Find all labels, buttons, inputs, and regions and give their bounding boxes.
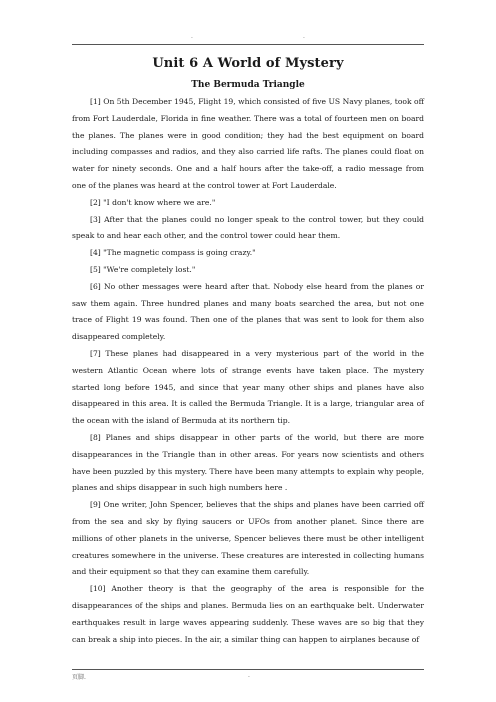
paragraph-1: [1] On 5th December 1945, Flight 19, which consisted of five US Navy planes, took off from Fort Lauderdale, Florida in fine weather. There was a total of fourteen men on board the planes. The planes were in good condition; they had the best equipment on board including compasses and radios, and they also carried life rafts. The planes could float on water for ninety seconds. One and a half hours after the take-off, a radio message from one of the planes was heard at the control tower at Fort Lauderdale. xyxy=(72,97,424,190)
paragraph-6: [6] No other messages were heard after that. Nobody else heard from the planes or saw them again. Three hundred planes and many boats searched the area, but not one trace of Flight 19 was found. Then one of the planes that was sent to look for them also disappeared completely. xyxy=(72,281,424,342)
header-rule xyxy=(72,44,424,45)
paragraph-4: [4] "The magnetic compass is going crazy." xyxy=(90,248,256,258)
paragraph-2: [2] "I don't know where we are." xyxy=(90,197,216,207)
paragraph-5: [5] "We're completely lost." xyxy=(90,264,196,274)
paragraph-3: [3] After that the planes could no longer speak to the control tower, but they could speak to and hear each other, and the control tower could hear them. xyxy=(72,214,424,241)
footer-dot: . xyxy=(248,672,250,679)
article-subtitle: The Bermuda Triangle xyxy=(191,80,305,90)
paragraph-7: [7] These planes had disappeared in a very mysterious part of the world in the western Atlantic Ocean where lots of strange events have taken place. The mystery started long before 1945, and since that year many other ships and planes have also disappeared in this area. It is called the Bermuda Triangle. It is a large, triangular area of the ocean with the island of Bermuda at its northern tip. xyxy=(72,348,424,426)
footer-label: 页脚. xyxy=(72,674,86,681)
paragraph-9: [9] One writer, John Spencer, believes that the ships and planes have been carried off from the sea and sky by flying saucers or UFOs from another planet. Since there are millions of other planets in the universe, Spencer believes there must be other intelligent creatures somewhere in the universe. These creatures are interested in collecting humans and their equipment so that they can examine them carefully. xyxy=(72,500,424,577)
page-title: Unit 6 A World of Mystery xyxy=(152,56,344,71)
paragraph-10: [10] Another theory is that the geography of the area is responsible for the disappearances of the ships and planes. Bermuda lies on an earthquake belt. Underwater earthquakes result in large waves appearing suddenly. These waves are so big that they can break a ship into pieces. In the air, a similar thing can happen to airplanes because of xyxy=(72,584,424,644)
document-body xyxy=(72,56,424,648)
header-dot-right: . xyxy=(303,33,305,40)
footer-rule xyxy=(72,669,424,670)
header-dot-left: . xyxy=(191,33,193,40)
paragraph-8: [8] Planes and ships disappear in other parts of the world, but there are more disappearances in the Triangle than in other areas. For years now scientists and others have been puzzled by this mystery. There have been many attempts to explain why people, planes and ships disappear in such high numbers here . xyxy=(72,432,424,493)
